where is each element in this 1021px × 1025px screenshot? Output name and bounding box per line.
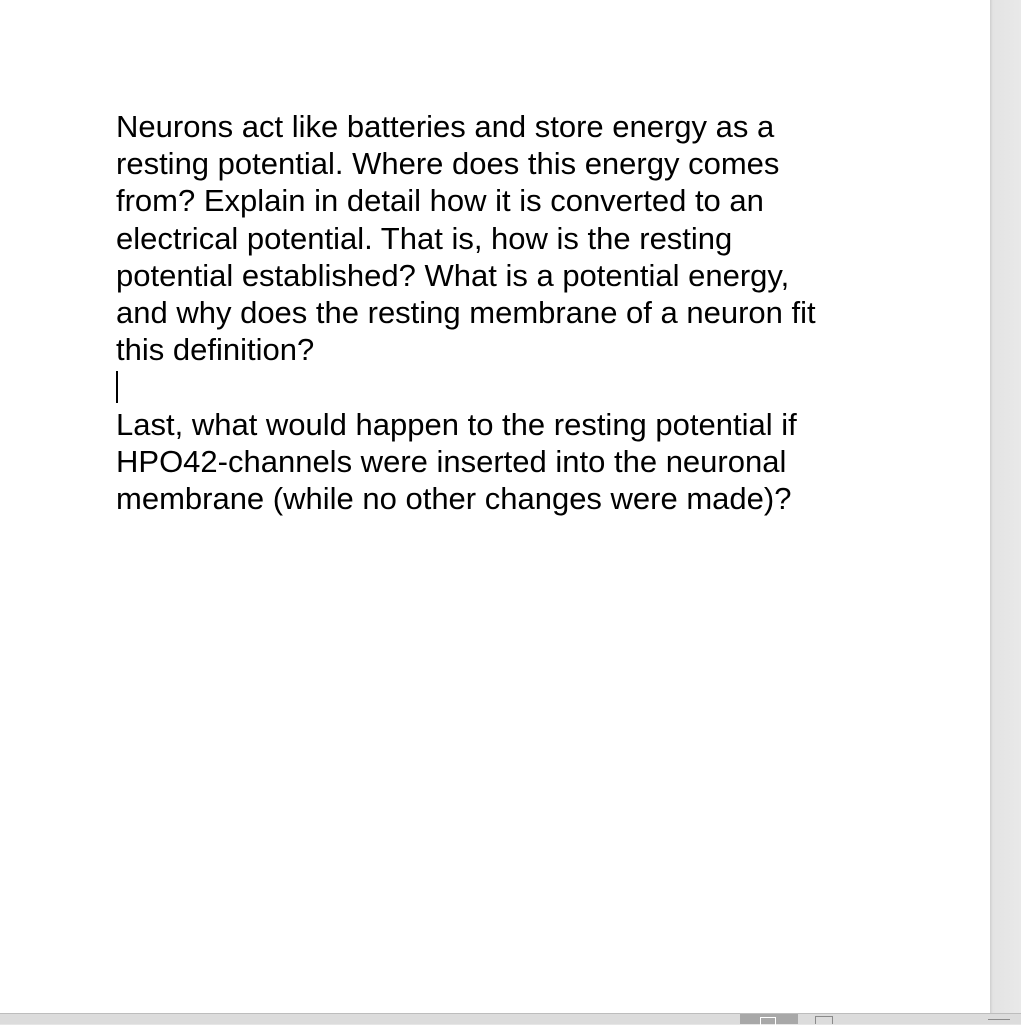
paragraph-1-line: potential established? What is a potential energy, xyxy=(116,257,790,293)
paragraph-1-line: electrical potential. That is, how is the resting xyxy=(116,220,733,256)
document-body[interactable] xyxy=(116,108,876,517)
empty-paragraph[interactable] xyxy=(116,368,876,405)
paragraph-2-line: Last, what would happen to the resting potential if xyxy=(116,406,797,442)
paragraph-2-line: membrane (while no other changes were made)? xyxy=(116,480,792,516)
web-layout-view-icon[interactable] xyxy=(815,1016,833,1024)
status-bar xyxy=(0,1013,1021,1024)
paragraph-1-line: Neurons act like batteries and store energy as a xyxy=(116,109,775,144)
paragraph-1-line: resting potential. Where does this energy comes xyxy=(116,146,780,182)
text-cursor xyxy=(116,371,118,403)
paragraph-2-line: HPO42-channels were inserted into the neuronal xyxy=(116,443,787,479)
paragraph-1-line: this definition? xyxy=(116,332,315,368)
paragraph-1-line: and why does the resting membrane of a neuron fit xyxy=(116,294,816,330)
print-layout-view-button[interactable] xyxy=(740,1014,798,1024)
paragraph-1-line: from? Explain in detail how it is converted to an xyxy=(116,183,764,219)
page-edge xyxy=(990,0,1021,1013)
zoom-out-icon[interactable] xyxy=(988,1019,1010,1020)
